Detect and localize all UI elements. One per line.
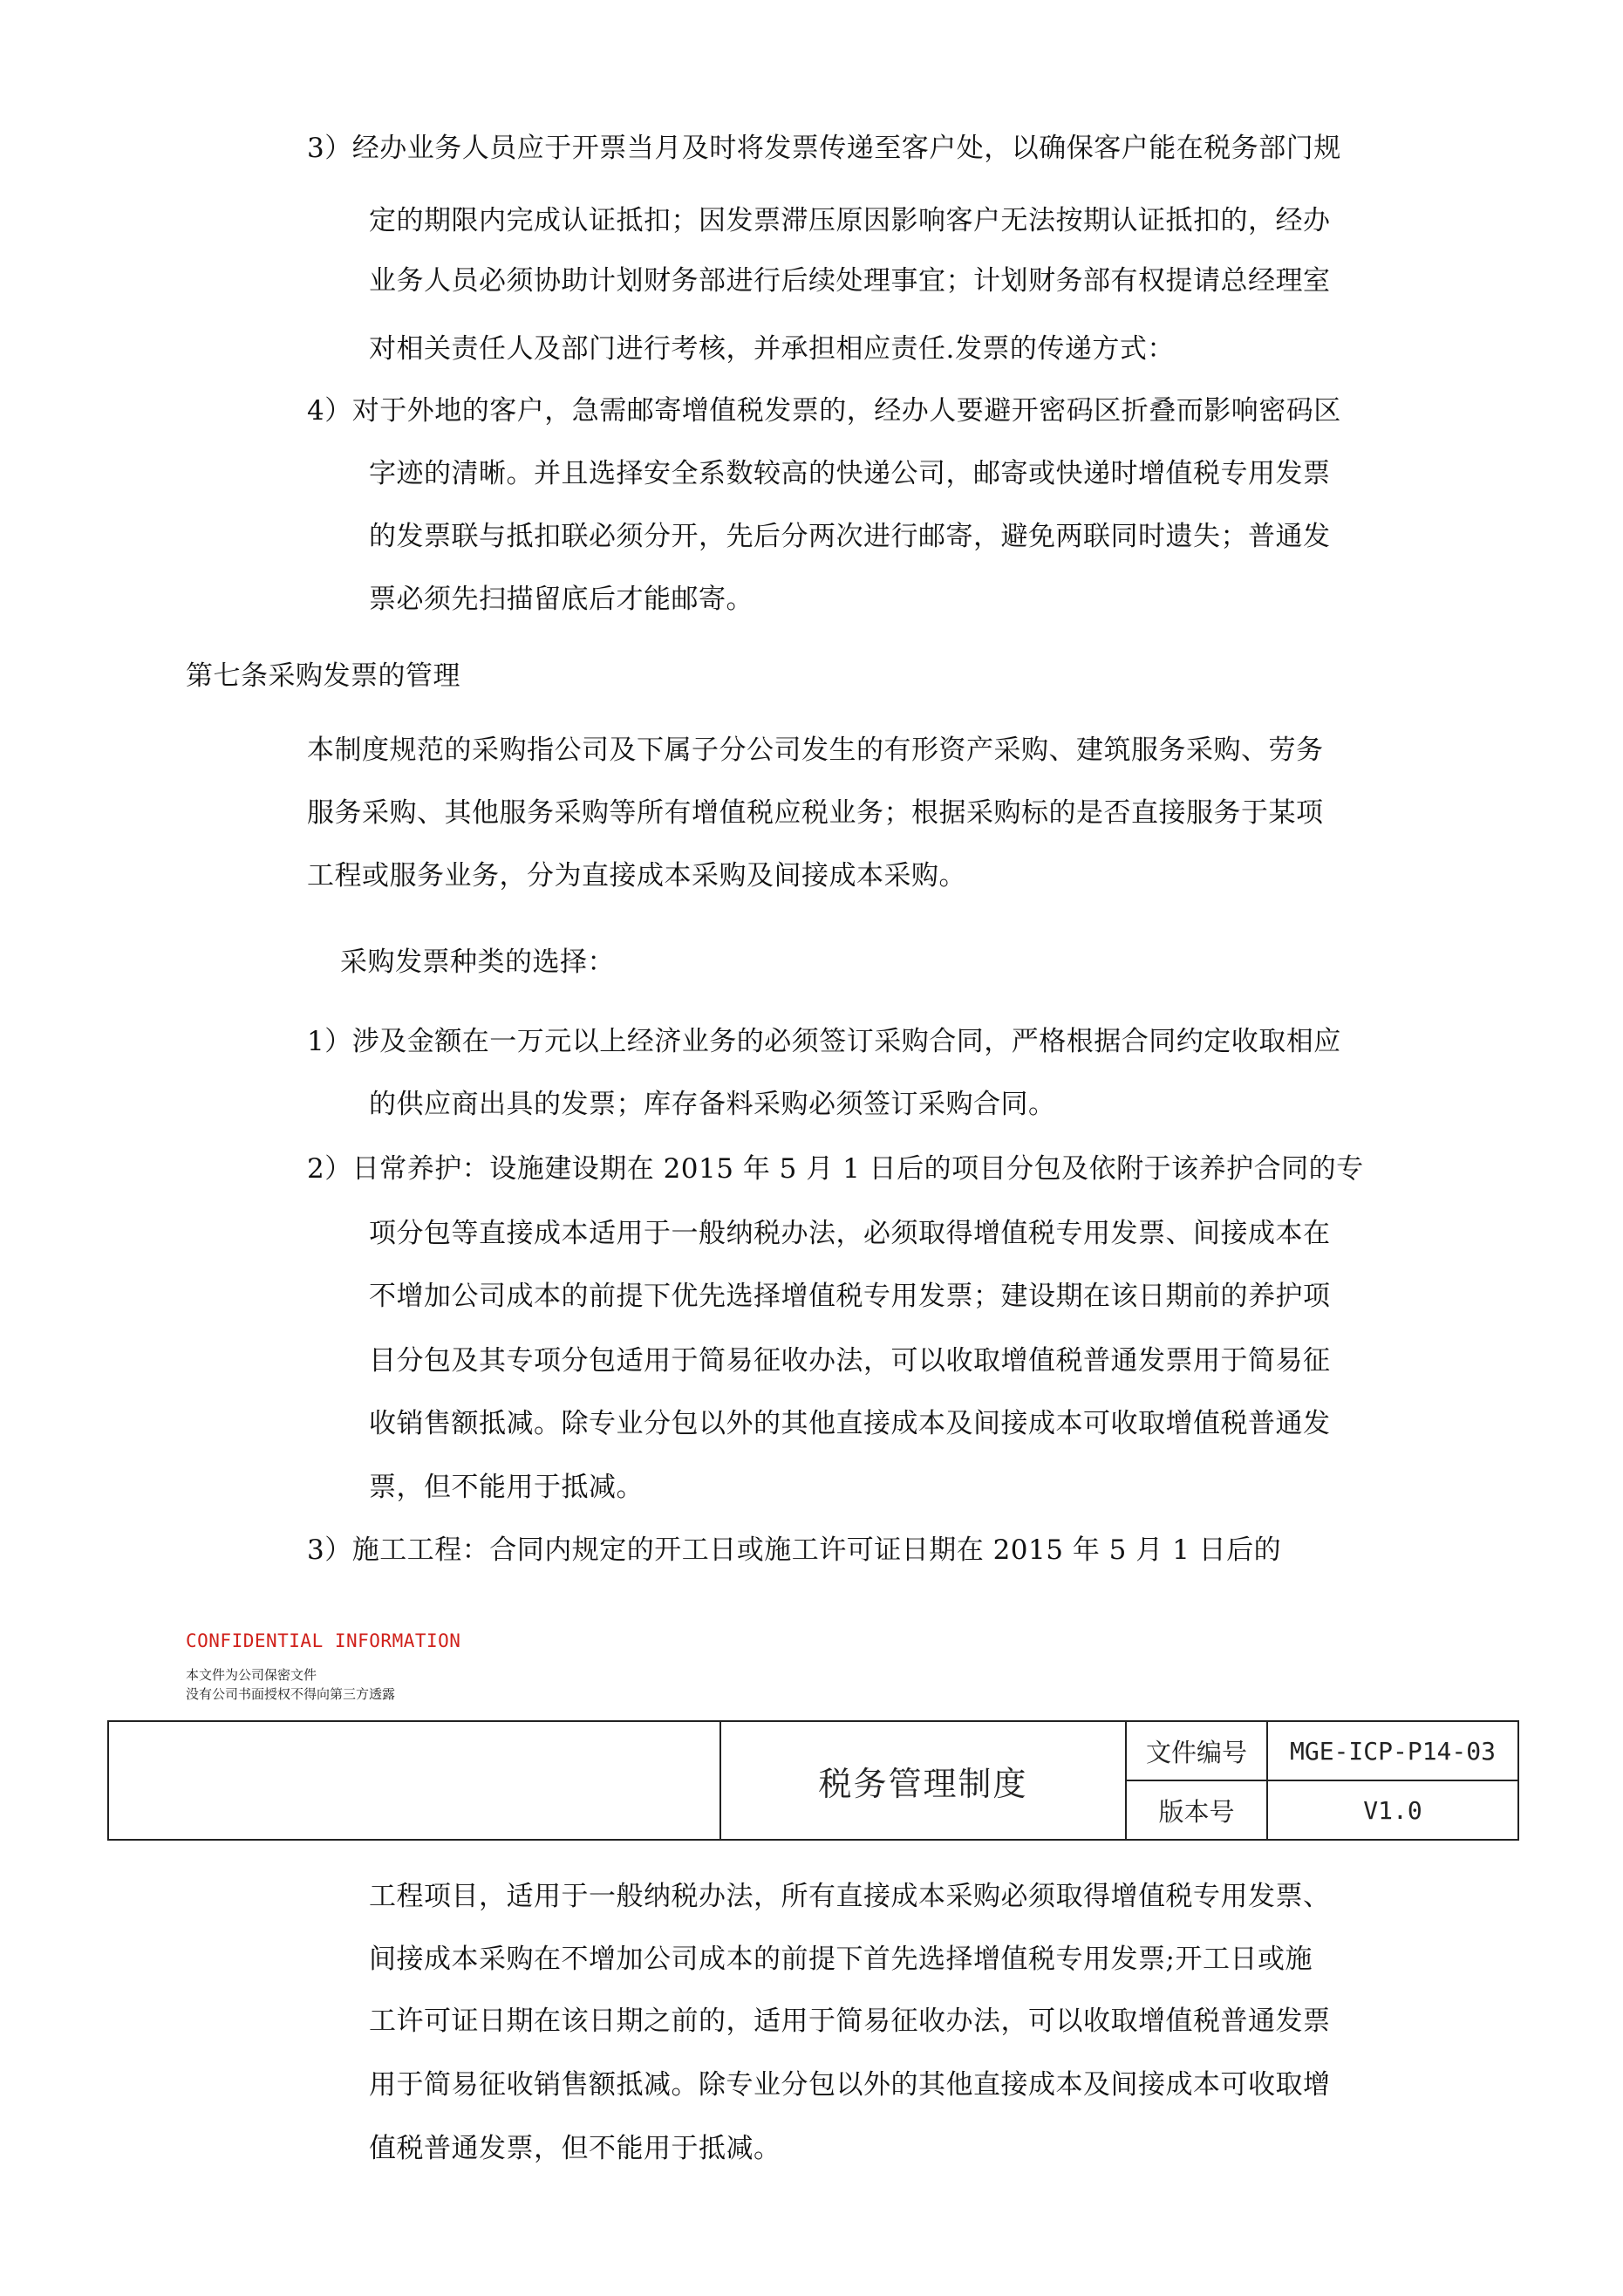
confidential-note-1: 本文件为公司保密文件 — [186, 1667, 317, 1683]
bottom-line3: 工许可证日期在该日期之前的，适用于简易征收办法，可以收取增值税普通发票 — [369, 2006, 1331, 2037]
item3-line3: 业务人员必须协助计划财务部进行后续处理事宜；计划财务部有权提请总经理室 — [369, 265, 1331, 297]
article7-title: 第七条采购发票的管理 — [186, 660, 460, 692]
item3-line2: 定的期限内完成认证抵扣；因发票滞压原因影响客户无法按期认证抵扣的，经办 — [369, 205, 1331, 236]
bottom-line1: 工程项目，适用于一般纳税办法，所有直接成本采购必须取得增值税专用发票、 — [369, 1881, 1331, 1912]
intro-line1: 本制度规范的采购指公司及下属子分公司发生的有形资产采购、建筑服务采购、劳务 — [307, 735, 1324, 766]
item4-line3: 的发票联与抵扣联必须分开，先后分两次进行邮寄，避免两联同时遗失；普通发 — [369, 521, 1331, 552]
document-title: 税务管理制度 — [720, 1721, 1126, 1840]
p2-line3: 不增加公司成本的前提下优先选择增值税专用发票；建设期在该日期前的养护项 — [369, 1281, 1331, 1312]
p2-line2: 项分包等直接成本适用于一般纳税办法，必须取得增值税专用发票、间接成本在 — [369, 1218, 1331, 1249]
confidential-label: CONFIDENTIAL INFORMATION — [186, 1630, 461, 1651]
doc-no-label: 文件编号 — [1126, 1721, 1267, 1780]
intro-line2: 服务采购、其他服务采购等所有增值税应税业务；根据采购标的是否直接服务于某项 — [307, 797, 1324, 829]
p3-line1: 3）施工工程：合同内规定的开工日或施工许可证日期在 2015 年 5 月 1 日后的 — [307, 1534, 1282, 1566]
item4-line1: 4）对于外地的客户，急需邮寄增值税发票的，经办人要避开密码区折叠而影响密码区 — [307, 395, 1341, 427]
bottom-line4: 用于简易征收销售额抵减。除专业分包以外的其他直接成本及间接成本可收取增 — [369, 2069, 1331, 2101]
document-header-table — [107, 1720, 1519, 1841]
header-blank-cell — [108, 1721, 720, 1840]
choice-title: 采购发票种类的选择： — [340, 946, 615, 978]
intro-line3: 工程或服务业务，分为直接成本采购及间接成本采购。 — [307, 860, 966, 892]
p2-line6: 票，但不能用于抵减。 — [369, 1472, 644, 1503]
doc-no-value: MGE-ICP-P14-03 — [1267, 1721, 1518, 1780]
p1-line2: 的供应商出具的发票；库存备料采购必须签订采购合同。 — [369, 1089, 1056, 1120]
bottom-line5: 值税普通发票，但不能用于抵减。 — [369, 2133, 781, 2164]
version-value: V1.0 — [1267, 1780, 1518, 1840]
item3-line1: 3）经办业务人员应于开票当月及时将发票传递至客户处，以确保客户能在税务部门规 — [307, 133, 1341, 164]
p1-line1: 1）涉及金额在一万元以上经济业务的必须签订采购合同，严格根据合同约定收取相应 — [307, 1026, 1341, 1057]
item4-line2: 字迹的清晰。并且选择安全系数较高的快递公司，邮寄或快递时增值税专用发票 — [369, 458, 1331, 489]
confidential-note-2: 没有公司书面授权不得向第三方透露 — [186, 1686, 396, 1702]
version-label: 版本号 — [1126, 1780, 1267, 1840]
p2-line4: 目分包及其专项分包适用于简易征收办法，可以收取增值税普通发票用于简易征 — [369, 1345, 1331, 1377]
item4-line4: 票必须先扫描留底后才能邮寄。 — [369, 584, 754, 615]
p2-line5: 收销售额抵减。除专业分包以外的其他直接成本及间接成本可收取增值税普通发 — [369, 1408, 1331, 1439]
item3-line4: 对相关责任人及部门进行考核，并承担相应责任.发票的传递方式： — [369, 333, 1175, 365]
p2-line1: 2）日常养护：设施建设期在 2015 年 5 月 1 日后的项目分包及依附于该养护合同的专 — [307, 1153, 1364, 1185]
bottom-line2: 间接成本采购在不增加公司成本的前提下首先选择增值税专用发票;开工日或施 — [369, 1944, 1313, 1975]
